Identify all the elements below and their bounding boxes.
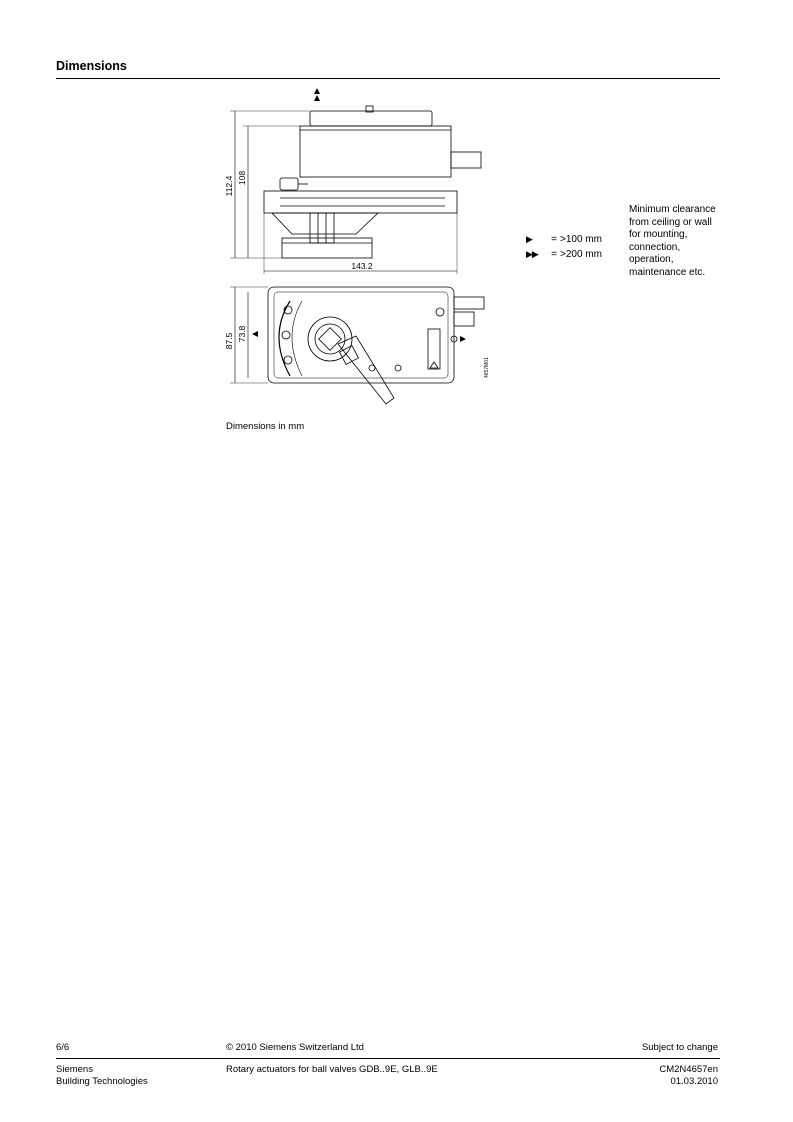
- legend-row-2: [526, 247, 602, 262]
- dim-height-overall: 112.4: [224, 175, 234, 197]
- legend-value: >100 mm: [560, 234, 602, 245]
- legend-symbol-double-arrow: ▶▶: [526, 249, 538, 259]
- section-title: Dimensions: [56, 59, 127, 73]
- legend-symbol-single-arrow: ▶: [526, 234, 532, 244]
- company-name: Siemens: [56, 1064, 93, 1075]
- legend-equals: =: [551, 249, 557, 260]
- dimension-drawing: [220, 86, 510, 416]
- legend-equals: =: [551, 234, 557, 245]
- document-number: CM2N4657en: [659, 1064, 718, 1075]
- clearance-arrow-top-1: [314, 88, 320, 94]
- clearance-arrow-left: [252, 331, 258, 337]
- document-title: Rotary actuators for ball valves GDB..9E, GLB..9E: [226, 1064, 438, 1075]
- drawing-number: 4657M01: [484, 357, 490, 378]
- legend-row-1: [526, 232, 602, 247]
- page-number: 6/6: [56, 1042, 70, 1053]
- dim-depth-overall: 87.5: [224, 332, 234, 350]
- clearance-arrow-top-2: [314, 95, 320, 101]
- drawing-caption: Dimensions in mm: [226, 421, 305, 432]
- header-rule: [56, 78, 720, 79]
- clearance-note: Minimum clearance from ceiling or wall for mounting, connection, operation, maintenance etc.: [629, 204, 716, 278]
- clearance-legend: [526, 232, 602, 262]
- document-date: 01.03.2010: [670, 1076, 718, 1087]
- dim-height-body: 108: [237, 170, 247, 186]
- dim-width: 143.2: [351, 261, 373, 271]
- side-view: [224, 88, 481, 274]
- copyright: © 2010 Siemens Switzerland Ltd: [226, 1042, 364, 1053]
- top-view: [224, 287, 490, 404]
- company-division: Building Technologies: [56, 1076, 148, 1087]
- footer-rule: [56, 1058, 720, 1059]
- subject-to-change: Subject to change: [641, 1042, 718, 1053]
- legend-value: >200 mm: [560, 249, 602, 260]
- clearance-arrow-right: [460, 336, 466, 342]
- dim-depth-body: 73.8: [237, 325, 247, 343]
